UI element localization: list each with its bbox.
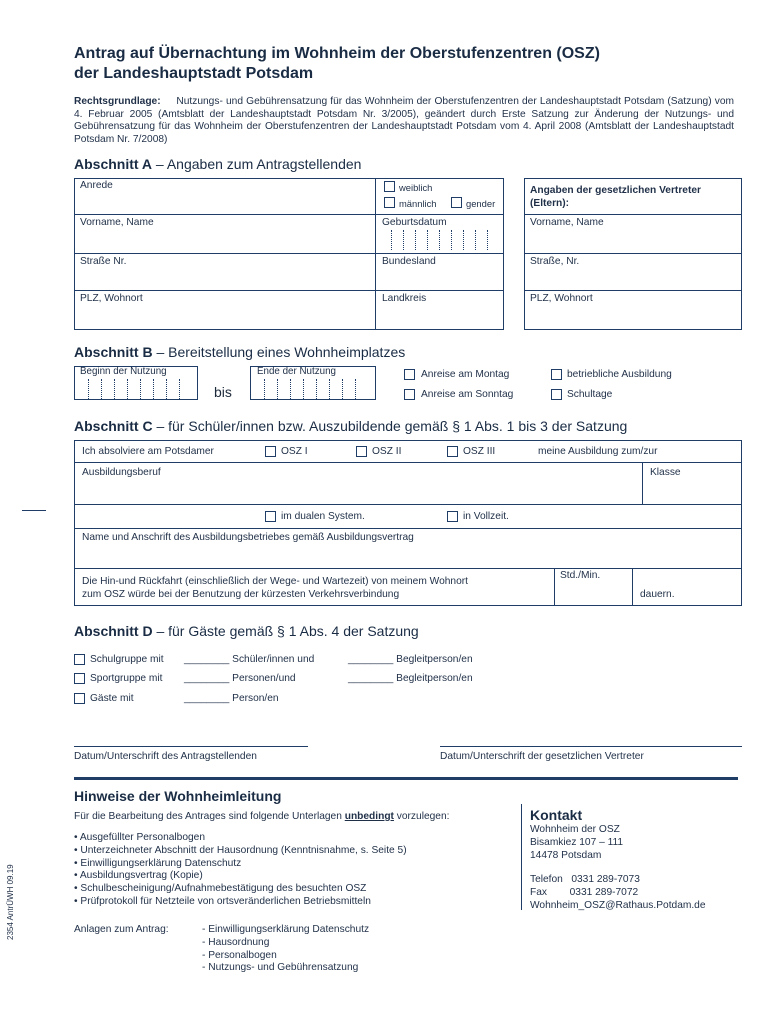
osz1-checkbox[interactable] — [265, 446, 276, 457]
std-min-label: Std./Min. — [560, 570, 601, 581]
dualen-checkbox[interactable] — [265, 511, 276, 522]
dualen-label: im dualen System. — [281, 511, 365, 522]
list-item: • Ausbildungsvertrag (Kopie) — [74, 870, 203, 882]
vertreter-plz-label: PLZ, Wohnort — [530, 293, 593, 304]
betrieb-label: Name und Anschrift des Ausbildungsbetriebes gemäß Ausbildungsvertrag — [82, 532, 414, 543]
gaeste-label: Gäste mit — [90, 693, 134, 704]
begleit1-label: ________ Begleitperson/en — [348, 654, 473, 665]
kontakt-line: 14478 Potsdam — [530, 849, 602, 861]
list-item: - Hausordnung — [202, 936, 270, 948]
dauern-label: dauern. — [640, 589, 675, 600]
list-item: • Unterzeichneter Abschnitt der Hausordnung (Kenntnisnahme, s. Seite 5) — [74, 844, 407, 856]
list-item: • Ausgefüllter Personalbogen — [74, 832, 205, 843]
bis-label: bis — [214, 384, 232, 400]
schultage-checkbox[interactable] — [551, 389, 562, 400]
signature-left-label: Datum/Unterschrift des Antragstellenden — [74, 751, 257, 762]
hinweise-list — [74, 832, 407, 909]
sportgruppe-label: Sportgruppe mit — [90, 673, 163, 684]
signature-line-right[interactable] — [440, 746, 742, 747]
fahrt-line-1: Die Hin-und Rückfahrt (einschließlich der Wege- und Wartezeit) von meinem Wohnort — [82, 576, 468, 587]
divider — [74, 777, 738, 780]
weiblich-label: weiblich — [399, 182, 433, 193]
signature-line-left[interactable] — [74, 746, 308, 747]
kontakt-address — [530, 824, 623, 862]
begleit2-label: ________ Begleitperson/en — [348, 673, 473, 684]
person-label: ________ Person/en — [184, 693, 279, 704]
ende-label: Ende der Nutzung — [257, 366, 336, 377]
schulgruppe-checkbox[interactable] — [74, 654, 85, 665]
footer-code: 2354 AntrÜWH 09.19 — [6, 864, 15, 940]
personen-label: ________ Personen/und — [184, 673, 296, 684]
betriebliche-checkbox[interactable] — [551, 369, 562, 380]
list-item: - Personalbogen — [202, 949, 277, 961]
bundesland-label: Bundesland — [382, 256, 436, 267]
section-b-heading: Abschnitt B – Bereitstellung eines Wohnheimplatzes — [74, 344, 406, 360]
list-item: - Nutzungs- und Gebührensatzung — [202, 962, 359, 974]
osz2-label: OSZ II — [372, 446, 402, 457]
landkreis-label: Landkreis — [382, 293, 427, 304]
osz3-checkbox[interactable] — [447, 446, 458, 457]
kontakt-divider — [521, 804, 522, 910]
kontakt-telefon: Telefon 0331 289-7073 — [530, 874, 640, 885]
kontakt-line: Bisamkiez 107 – 111 — [530, 836, 624, 848]
anreise-montag-checkbox[interactable] — [404, 369, 415, 380]
section-a-heading: Abschnitt A – Angaben zum Antragstellenden — [74, 156, 362, 172]
anlagen-label: Anlagen zum Antrag: — [74, 924, 169, 935]
section-c-heading: Abschnitt C – für Schüler/innen bzw. Auszubildende gemäß § 1 Abs. 1 bis 3 der Satzung — [74, 418, 628, 434]
kontakt-contacts — [530, 874, 706, 912]
meine-ausbildung-label: meine Ausbildung zum/zur — [538, 446, 658, 457]
signature-right-label: Datum/Unterschrift der gesetzlichen Vertreter — [440, 751, 644, 762]
section-a-left-box — [74, 178, 504, 330]
schulgruppe-label: Schulgruppe mit — [90, 654, 164, 665]
osz1-label: OSZ I — [281, 446, 308, 457]
kontakt-line: Wohnheim der OSZ — [530, 824, 620, 835]
vorname-name-label: Vorname, Name — [80, 217, 154, 228]
legal-basis — [74, 96, 734, 146]
gaeste-checkbox[interactable] — [74, 693, 85, 704]
maennlich-checkbox[interactable] — [384, 197, 395, 208]
schueler-label: ________ Schüler/innen und — [184, 654, 315, 665]
klasse-label: Klasse — [650, 467, 681, 478]
vertreter-strasse-label: Straße, Nr. — [530, 256, 580, 267]
title-line-1: Antrag auf Übernachtung im Wohnheim der Oberstufenzentren (OSZ) — [74, 45, 600, 62]
kontakt-email[interactable]: Wohnheim_OSZ@Rathaus.Potdam.de — [530, 899, 706, 911]
list-item: - Einwilligungserklärung Datenschutz — [202, 924, 370, 935]
fahrt-line-2: zum OSZ würde bei der Benutzung der kürzesten Verkehrsverbindung — [82, 589, 400, 600]
osz2-checkbox[interactable] — [356, 446, 367, 457]
anrede-label: Anrede — [80, 180, 113, 191]
gender-label: gender — [466, 198, 496, 209]
hinweise-intro: Für die Bearbeitung des Antrages sind folgende Unterlagen unbedingt vorzulegen: — [74, 811, 450, 822]
title-line-2: der Landeshauptstadt Potsdam — [74, 65, 314, 82]
legal-text: Nutzungs- und Gebührensatzung für das Wohnheim der Oberstufenzentren der Landeshauptstadt Potsdam (Satzung) vom 4. Februar 2005 (Amtsblatt der Landeshauptstadt Potsdam Nr. 3/2005), geändert durch Erste Satzung zur Änderung der Nutzungs- und Gebührensatzung für das Wohnheim der Oberstufenzentren der Landeshauptstadt Potsdam vom 4. April 2008 (Amtsblatt der Landeshauptstadt Potsdam Nr. 7/2008) — [74, 96, 734, 145]
vertreter-vorname-label: Vorname, Name — [530, 217, 604, 228]
plz-wohnort-label: PLZ, Wohnort — [80, 293, 143, 304]
kontakt-title: Kontakt — [530, 807, 583, 823]
vollzeit-checkbox[interactable] — [447, 511, 458, 522]
ausbildungsberuf-label: Ausbildungsberuf — [82, 467, 161, 478]
weiblich-checkbox[interactable] — [384, 181, 395, 192]
beginn-label: Beginn der Nutzung — [80, 366, 167, 377]
strasse-nr-label: Straße Nr. — [80, 256, 127, 267]
list-item: • Einwilligungserklärung Datenschutz — [74, 857, 242, 869]
margin-fold-mark — [22, 510, 46, 511]
absolviere-label: Ich absolviere am Potsdamer — [82, 446, 214, 457]
anlagen-list — [202, 924, 369, 975]
betriebliche-label: betriebliche Ausbildung — [567, 369, 672, 380]
page-title — [74, 44, 714, 84]
anreise-montag-label: Anreise am Montag — [421, 369, 510, 380]
gender-checkbox[interactable] — [451, 197, 462, 208]
osz3-label: OSZ III — [463, 446, 496, 457]
legal-label: Rechtsgrundlage: — [74, 96, 161, 107]
anreise-sonntag-checkbox[interactable] — [404, 389, 415, 400]
anreise-sonntag-label: Anreise am Sonntag — [421, 389, 514, 400]
vollzeit-label: in Vollzeit. — [463, 511, 509, 522]
section-d-heading: Abschnitt D – für Gäste gemäß § 1 Abs. 4 der Satzung — [74, 623, 419, 639]
kontakt-fax: Fax 0331 289-7072 — [530, 886, 639, 898]
maennlich-label: männlich — [399, 198, 437, 209]
list-item: • Prüfprotokoll für Netzteile von ortsveränderlichen Betriebsmitteln — [74, 895, 371, 907]
geburtsdatum-label: Geburtsdatum — [382, 217, 447, 228]
sportgruppe-checkbox[interactable] — [74, 673, 85, 684]
list-item: • Schulbescheinigung/Aufnahmebestätigung des besuchten OSZ — [74, 883, 367, 895]
schultage-label: Schultage — [567, 389, 613, 400]
vertreter-title: Angaben der gesetzlichen Vertreter (Eltern): — [530, 185, 701, 209]
hinweise-title: Hinweise der Wohnheimleitung — [74, 788, 282, 804]
